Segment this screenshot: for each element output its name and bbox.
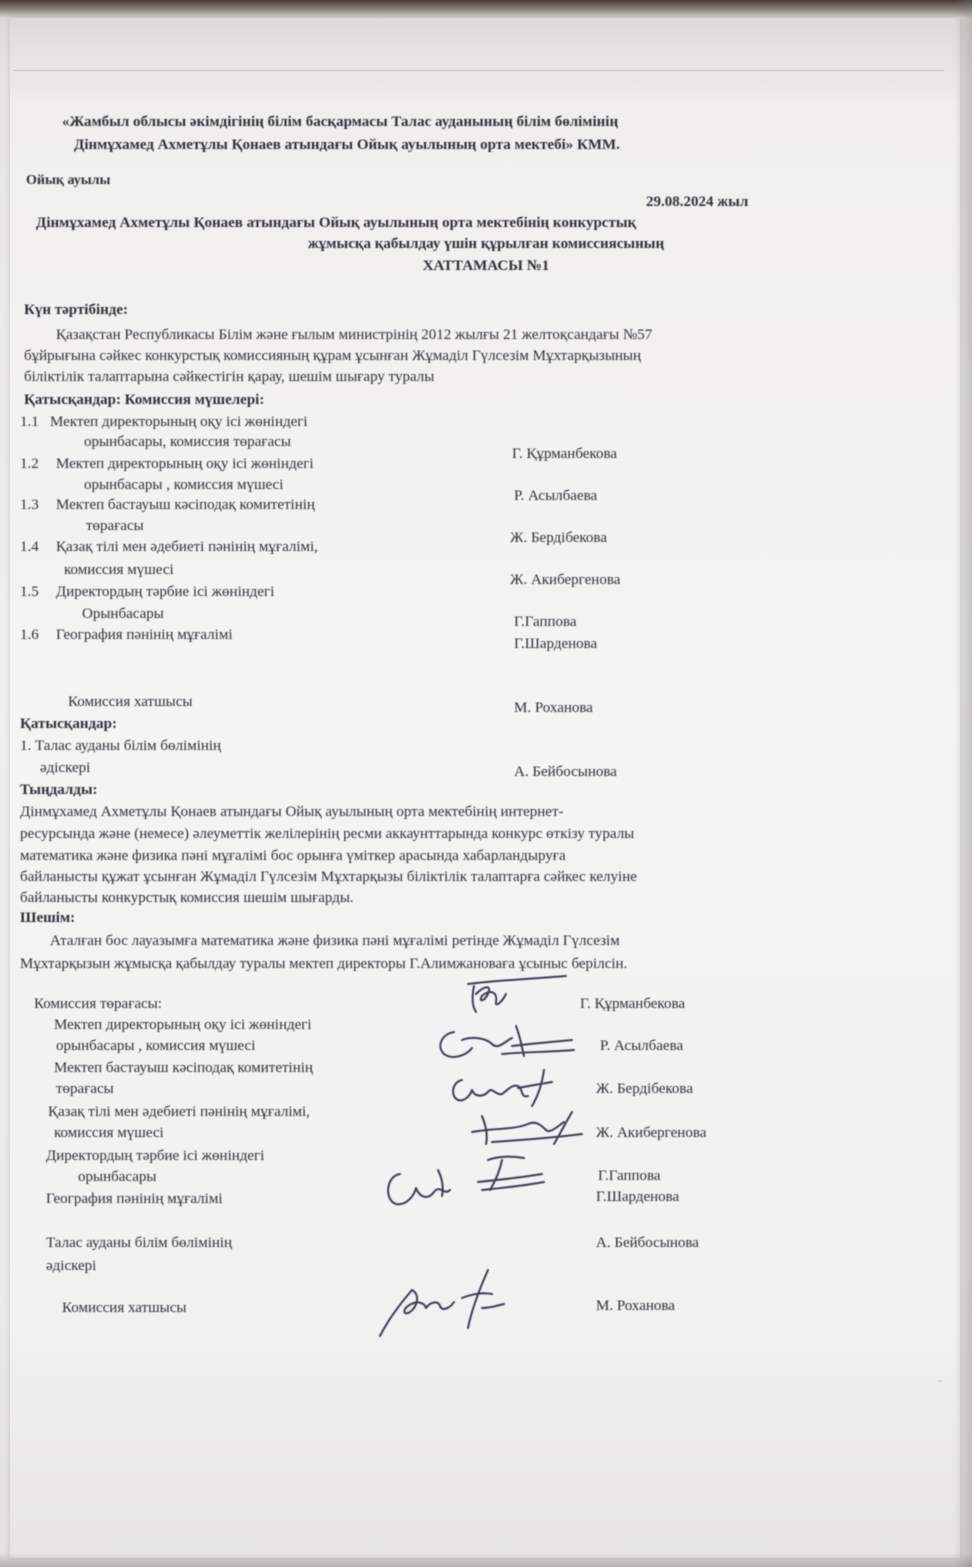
decision-heading: Шешім: — [20, 910, 76, 926]
participant-name: Г. Құрманбекова — [512, 446, 617, 462]
hearing-heading: Тыңдалды: — [20, 782, 98, 798]
participant-role: Директордың тәрбие ісі жөніндегі — [56, 584, 275, 600]
agenda-line2: бұйрығына сәйкес конкурстық комиссияның құрам ұсынған Жұмаділ Гүлсезім Мұхтарқызының — [24, 348, 642, 364]
participant-role: География пәнінің мұғалімі — [56, 627, 233, 643]
sign-name: Г.Гаппова — [598, 1168, 661, 1184]
sign-role: Мектеп бастауыш кәсіподақ комитетінің — [54, 1060, 313, 1076]
invited-role: 1. Талас ауданы білім бөлімінің — [20, 738, 222, 754]
participant-name: Ж. Бердібекова — [510, 530, 607, 546]
participant-role-cont: орынбасары , комиссия мүшесі — [84, 477, 284, 493]
sign-name: Г. Құрманбекова — [580, 996, 685, 1012]
sign-role: Комиссия хатшысы — [62, 1300, 187, 1316]
participant-role: Қазақ тілі мен әдебиеті пәнінің мұғалімі, — [56, 539, 318, 555]
invited-heading: Қатысқандар: — [20, 716, 117, 732]
sign-name: Г.Шарденова — [596, 1189, 680, 1205]
sign-name: М. Роханова — [596, 1298, 675, 1314]
hearing-line5: байланысты конкурстық комиссия шешім шығарды. — [20, 890, 354, 906]
participant-num: 1.5 — [20, 584, 39, 600]
participant-num: 1.2 — [20, 456, 39, 472]
signature-member-4 — [378, 1150, 558, 1220]
signature-member-1 — [432, 1016, 582, 1066]
secretary-role: Комиссия хатшысы — [68, 694, 193, 710]
agenda-line1: Қазақстан Республикасы Білім және ғылым министрінің 2012 жылғы 21 желтоқсандағы №57 — [56, 327, 653, 343]
sign-name: Р. Асылбаева — [600, 1038, 684, 1054]
agenda-heading: Күн тәртібінде: — [24, 302, 129, 318]
participant-role-cont: орынбасары, комиссия төрағасы — [84, 434, 291, 450]
title-line1: Дінмұхамед Ахметұлы Қонаев атындағы Ойық ауылының орта мектебінің конкурстық — [36, 215, 637, 231]
participants-heading: Қатысқандар: Комиссия мүшелері: — [24, 392, 265, 408]
agenda-line3: біліктілік талаптарына сәйкестігін қарау, шешім шығару туралы — [24, 369, 435, 385]
sign-role: Қазақ тілі мен әдебиеті пәнінің мұғалімі, — [48, 1104, 310, 1120]
decision-line1: Аталған бос лауазымға математика және физика пәні мұғалімі ретінде Жұмаділ Гүлсезім — [50, 933, 620, 949]
bottom-edge-shadow — [0, 1553, 972, 1567]
sign-role-cont: орынбасары — [78, 1169, 157, 1185]
sign-role: Талас ауданы білім бөлімінің — [46, 1235, 233, 1251]
participant-role-cont: комиссия мүшесі — [64, 562, 174, 578]
participant-role: Мектеп директорының оқу ісі жөніндегі — [56, 456, 314, 472]
secretary-name: М. Роханова — [514, 700, 593, 716]
title-line2: жұмысқа қабылдау үшін құрылған комиссиясының — [307, 236, 665, 252]
sign-role-cont: әдіскері — [46, 1258, 97, 1274]
participant-role: Мектеп бастауыш кәсіподақ комитетінің — [56, 497, 315, 513]
invited-role-cont: әдіскері — [40, 760, 91, 776]
hearing-line4: байланысты құжат ұсынған Жұмаділ Гүлсезім Мұхтарқызы біліктілік талаптарға сәйкес келуіне — [20, 869, 637, 885]
sign-role: Мектеп директорының оқу ісі жөніндегі — [54, 1017, 312, 1033]
hearing-line3: математика және физика пәні мұғалімі бос орынға үміткер арасында хабарландыруға — [20, 848, 566, 864]
sign-role-cont: орынбасары , комиссия мүшесі — [56, 1038, 256, 1054]
participant-role: Мектеп директорының оқу ісі жөніндегі — [50, 414, 308, 430]
header-org-line1: «Жамбыл облысы әкімдігінің білім басқармасы Талас ауданының білім бөлімінің — [62, 114, 619, 130]
title-line3: ХАТТАМАСЫ №1 — [422, 258, 550, 274]
participant-name: Г.Гаппова — [514, 614, 577, 630]
participant-num: 1.4 — [20, 539, 39, 555]
top-edge-shadow — [0, 0, 972, 18]
sign-role-cont: төрағасы — [56, 1081, 114, 1097]
participant-name: Р. Асылбаева — [514, 488, 598, 504]
edge-mark: - — [938, 1373, 942, 1387]
signature-member-3 — [462, 1104, 592, 1150]
sign-name: Ж. Бердібекова — [596, 1081, 693, 1097]
decision-line2: Мұхтарқызын жұмысқа қабылдау туралы мектеп директоры Г.Алимжановаға ұсыныс берілсін. — [20, 956, 628, 972]
sign-role-cont: комиссия мүшесі — [54, 1125, 164, 1141]
sign-name: А. Бейбосынова — [596, 1235, 699, 1251]
sign-role: Директордың тәрбие ісі жөніндегі — [46, 1148, 265, 1164]
participant-role-cont: Орынбасары — [82, 606, 164, 622]
signature-chairman — [462, 972, 572, 1022]
header-org-line2: Дінмұхамед Ахметұлы Қонаев атындағы Ойық ауылының орта мектебі» КММ. — [74, 137, 620, 153]
participant-name: Г.Шарденова — [514, 636, 598, 652]
hearing-line2: ресурсында және (немесе) әлеуметтік желілерінің ресми аккаунттарында конкурс өткізу туралы — [20, 826, 635, 842]
participant-num: 1.6 — [20, 627, 39, 643]
signature-secretary — [372, 1264, 522, 1344]
hearing-line1: Дінмұхамед Ахметұлы Қонаев атындағы Ойық ауылының орта мектебінің интернет- — [20, 804, 564, 820]
right-edge-shadow — [954, 0, 972, 1567]
header-place: Ойық ауылы — [26, 173, 111, 188]
fold-line — [14, 70, 944, 71]
participant-name: Ж. Акибергенова — [510, 572, 621, 588]
participant-num: 1.3 — [20, 497, 39, 513]
sign-role: География пәнінің мұғалімі — [46, 1191, 223, 1207]
participant-role-cont: төрағасы — [86, 518, 144, 534]
header-date: 29.08.2024 жыл — [646, 194, 749, 210]
sign-role: Комиссия төрағасы: — [34, 996, 162, 1012]
participant-num: 1.1 — [20, 414, 39, 430]
sign-name: Ж. Акибергенова — [596, 1125, 707, 1141]
invited-name: А. Бейбосынова — [514, 764, 617, 780]
